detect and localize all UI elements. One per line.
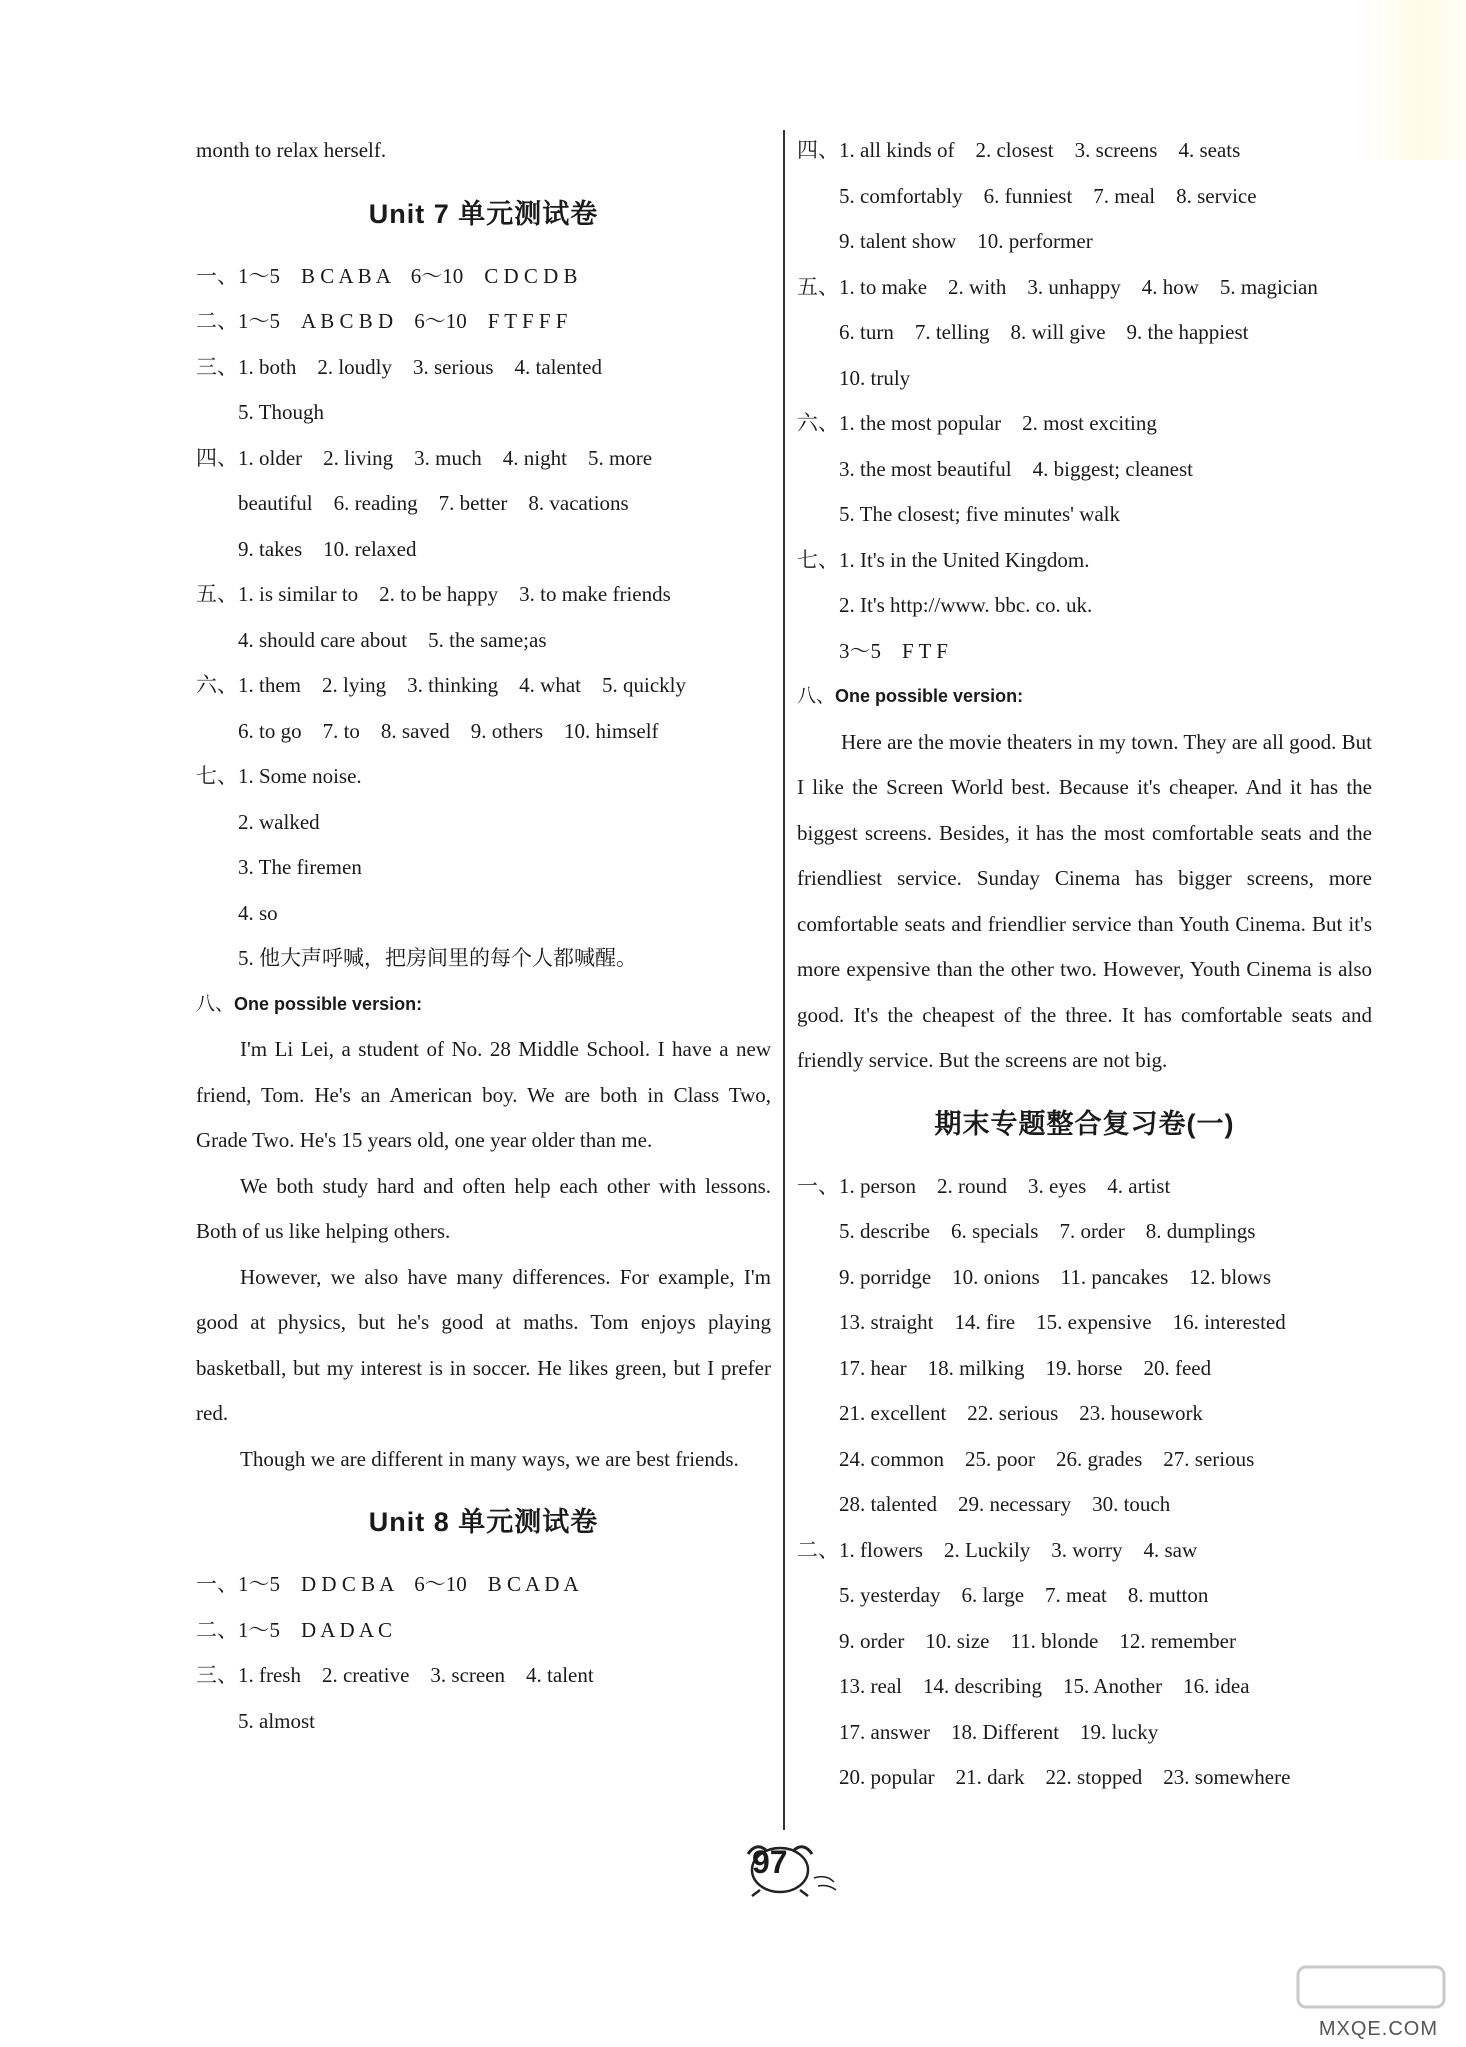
answer-line: 六、1. them 2. lying 3. thinking 4. what 5. quickly [196, 673, 686, 697]
page-number-badge [730, 1838, 840, 1898]
answer-line: 9. takes 10. relaxed [238, 536, 417, 561]
unit8-essay [797, 720, 1372, 1084]
page-edge-tint [1356, 0, 1466, 160]
unit8-title: Unit 8 单元测试卷 [368, 1507, 599, 1537]
answer-line: 13. straight 14. fire 15. expensive 16. interested [839, 1310, 1286, 1334]
answer-line: 5. almost [238, 1708, 315, 1733]
answer-line: 3～5 F T F [839, 638, 948, 663]
unit7-answers [196, 254, 771, 982]
answer-line: 5. Though [238, 400, 324, 424]
essay-paragraph: Here are the movie theaters in my town. They are all good. But I like the Screen World best. Because it's cheaper. And it has the biggest screens. Besides, it has the most comfortable seats and the friendliest service. Sunday Cinema has bigger screens, more comfortable seats and friendlier service than Youth Cinema. But it's more expensive than the other two. However, Youth Cinema is also good. It's the cheapest of the three. It has comfortable seats and friendly service. But the screens are not big. [797, 729, 1372, 1072]
right-column [797, 128, 1372, 1801]
answer-line: 五、1. is similar to 2. to be happy 3. to make friends [196, 582, 671, 606]
review-answers [797, 1164, 1372, 1801]
answer-line: 三、1. fresh 2. creative 3. screen 4. talent [196, 1663, 594, 1687]
answer-line: 六、1. the most popular 2. most exciting [797, 411, 1157, 435]
answer-line: 三、1. both 2. loudly 3. serious 4. talented [196, 354, 602, 379]
answer-line: 6. to go 7. to 8. saved 9. others 10. himself [238, 718, 659, 743]
answer-line: 17. hear 18. milking 19. horse 20. feed [839, 1355, 1212, 1380]
answer-line: 5. describe 6. specials 7. order 8. dumplings [839, 1219, 1256, 1243]
answer-line: 5. The closest; five minutes' walk [839, 502, 1121, 526]
answer-line: 二、1. flowers 2. Luckily 3. worry 4. saw [797, 1537, 1198, 1562]
essay-paragraph: However, we also have many differences. For example, I'm good at physics, but he's good at maths. Tom enjoys playing basketball, but my interest is in soccer. He likes green, but I prefer red. [196, 1264, 771, 1425]
answer-line: 五、1. to make 2. with 3. unhappy 4. how 5. magician [797, 274, 1318, 299]
answer-line: 二、1～5 D A D A C [196, 1617, 393, 1642]
answer-line: 4. so [238, 900, 278, 925]
answer-line: 5. 他大声呼喊，把房间里的每个人都喊醒。 [238, 946, 637, 970]
answer-line: 一、1～5 D D C B A 6～10 B C A D A [196, 1572, 579, 1596]
answer-line: 10. truly [839, 365, 911, 390]
essay-paragraph: I'm Li Lei, a student of No. 28 Middle School. I have a new friend, Tom. He's an American boy. We are both in Class Two, Grade Two. He's 15 years old, one year older than me. [196, 1037, 771, 1152]
answer-line: 13. real 14. describing 15. Another 16. idea [839, 1674, 1250, 1698]
answer-line: 5. comfortably 6. funniest 7. meal 8. service [839, 183, 1257, 208]
essay-heading-number: 八、 [797, 686, 836, 707]
unit7-essay [196, 1027, 771, 1482]
answer-line: 四、1. older 2. living 3. much 4. night 5. more [196, 445, 653, 470]
answer-line: 2. walked [238, 809, 320, 834]
answer-line: 24. common 25. poor 26. grades 27. serious [839, 1446, 1255, 1471]
left-column [196, 128, 771, 1744]
answer-line: 28. talented 29. necessary 30. touch [839, 1492, 1171, 1516]
essay-heading-label: One possible version: [234, 993, 423, 1014]
watermark-text: MXQE.COM [1318, 2018, 1438, 2040]
answer-line: 9. talent show 10. performer [839, 229, 1093, 253]
answer-line: 4. should care about 5. the same;as [238, 627, 547, 652]
answer-line: 3. The firemen [238, 855, 362, 879]
answer-line: 20. popular 21. dark 22. stopped 23. somewhere [839, 1765, 1291, 1789]
answer-line: 2. It's http://www. bbc. co. uk. [839, 593, 1093, 617]
answer-line: 一、1～5 B C A B A 6～10 C D C D B [196, 263, 578, 288]
answer-line: 七、1. Some noise. [196, 764, 362, 788]
essay-heading-number: 八、 [196, 993, 235, 1015]
column-divider [783, 130, 785, 1830]
answer-line: 3. the most beautiful 4. biggest; cleanest [839, 456, 1194, 481]
answer-line: beautiful 6. reading 7. better 8. vacations [238, 491, 629, 515]
answer-line: 9. porridge 10. onions 11. pancakes 12. blows [839, 1264, 1271, 1289]
unit8-answers-continued [797, 128, 1372, 674]
essay-paragraph: We both study hard and often help each other with lessons. Both of us like helping others. [196, 1173, 771, 1243]
unit8-essay-heading [797, 674, 1372, 720]
answer-line: 21. excellent 22. serious 23. housework [839, 1401, 1203, 1425]
answer-line: 二、1～5 A B C B D 6～10 F T F F F [196, 309, 568, 333]
page-number: 97 [752, 1844, 788, 1880]
unit8-answers [196, 1562, 771, 1744]
essay-paragraph: Though we are different in many ways, we are best friends. [240, 1446, 739, 1471]
answer-line: 七、1. It's in the United Kingdom. [797, 547, 1090, 572]
essay-heading-label: One possible version: [835, 686, 1024, 706]
answer-line: 四、1. all kinds of 2. closest 3. screens 4. seats [797, 138, 1241, 162]
answer-line: 17. answer 18. Different 19. lucky [839, 1719, 1159, 1744]
unit7-title: Unit 7 单元测试卷 [368, 198, 599, 229]
answer-line: 6. turn 7. telling 8. will give 9. the happiest [839, 320, 1249, 344]
answer-line: 9. order 10. size 11. blonde 12. remember [839, 1628, 1236, 1653]
answer-line: 5. yesterday 6. large 7. meat 8. mutton [839, 1583, 1209, 1607]
unit7-essay-heading [196, 982, 771, 1028]
carryover-line: month to relax herself. [196, 138, 387, 162]
answer-line: 一、1. person 2. round 3. eyes 4. artist [797, 1173, 1171, 1198]
review-title: 期末专题整合复习卷(一) [934, 1108, 1235, 1139]
